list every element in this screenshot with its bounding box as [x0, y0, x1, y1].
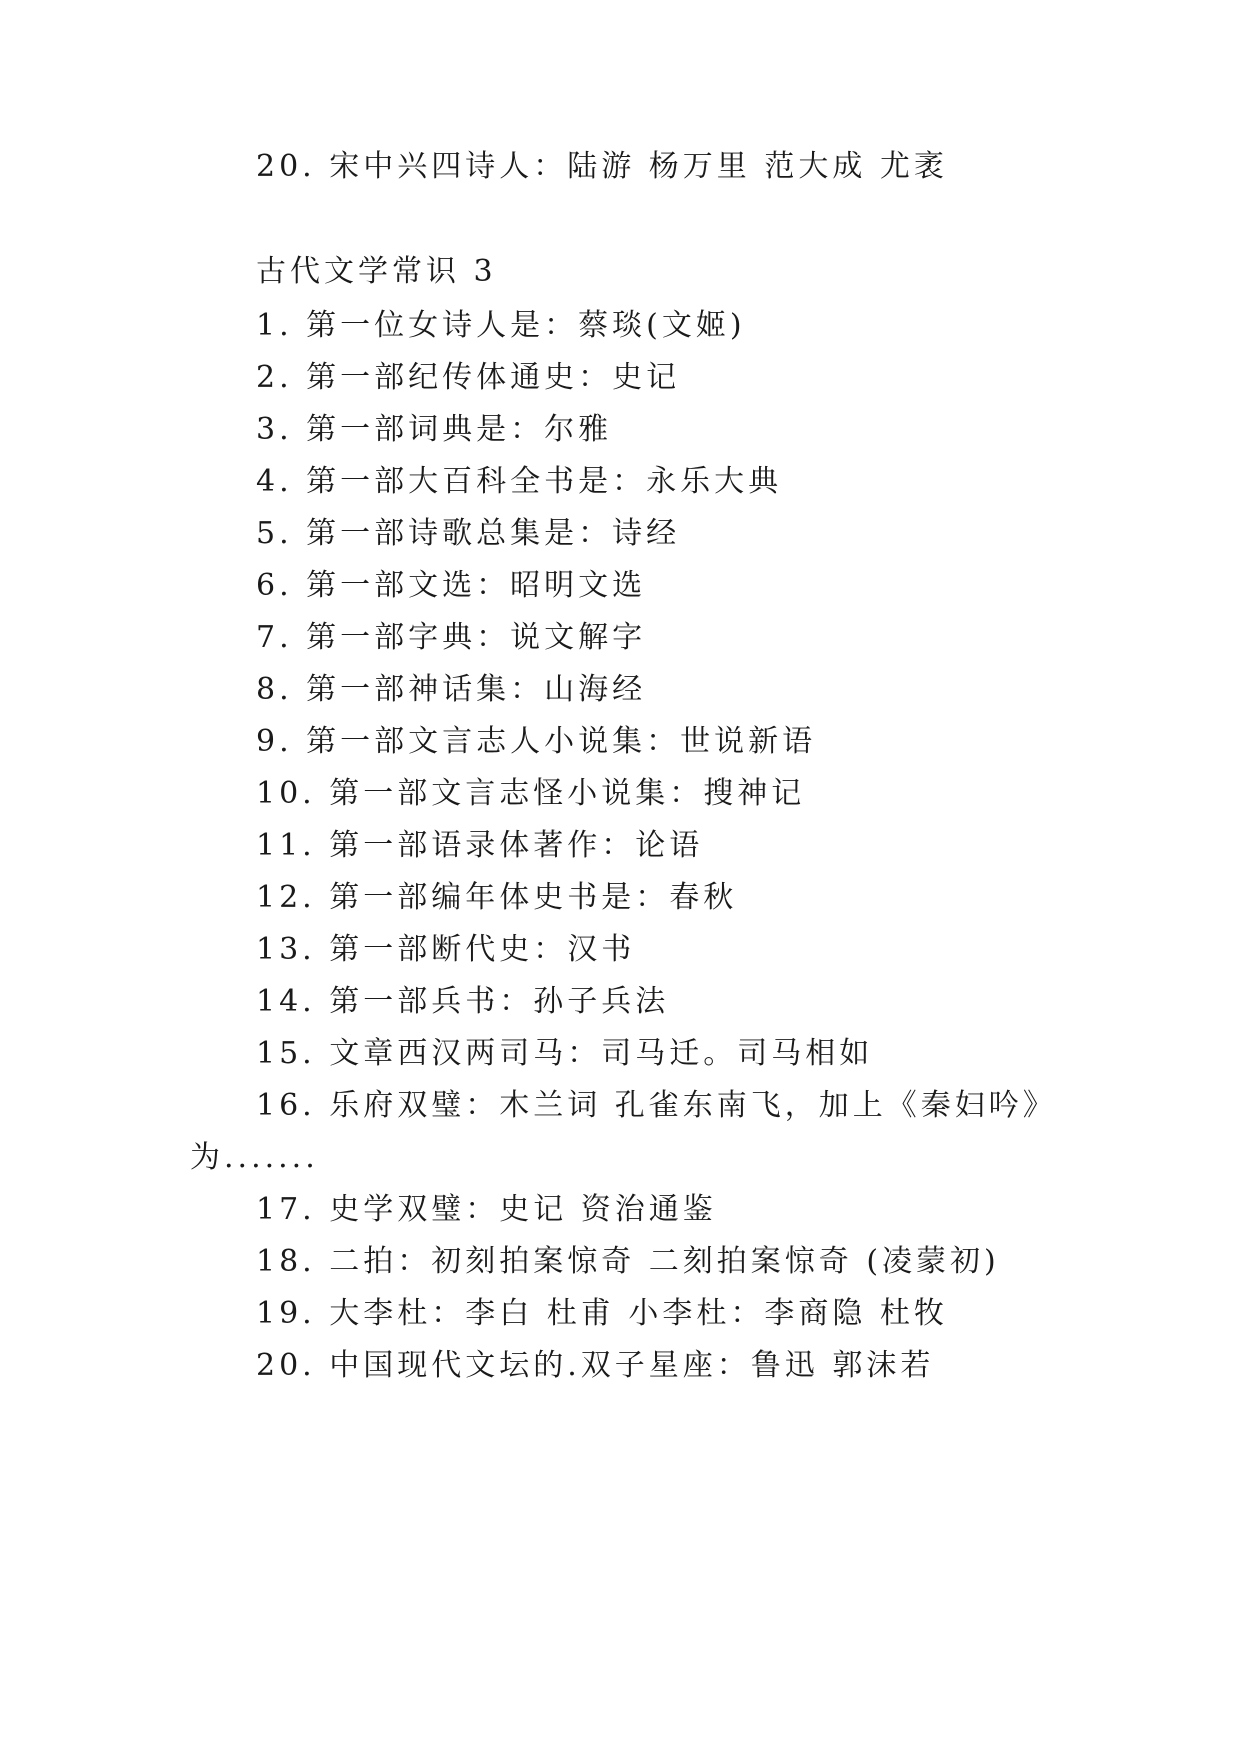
- list-item-continuation: 为.......: [190, 1140, 319, 1175]
- list-item: 15. 文章西汉两司马：司马迁。司马相如: [256, 1036, 874, 1071]
- list-item: 3. 第一部词典是：尔雅: [256, 412, 613, 447]
- list-item: 16. 乐府双璧：木兰词 孔雀东南飞，加上《秦妇吟》: [256, 1088, 1057, 1123]
- list-item: 12. 第一部编年体史书是：春秋: [256, 880, 738, 915]
- list-item-top: 20. 宋中兴四诗人：陆游 杨万里 范大成 尤袤: [256, 149, 948, 184]
- list-item: 4. 第一部大百科全书是：永乐大典: [256, 464, 783, 499]
- list-item: 2. 第一部纪传体通史：史记: [256, 360, 681, 395]
- list-item: 5. 第一部诗歌总集是：诗经: [256, 516, 681, 551]
- list-item: 20. 中国现代文坛的.双子星座：鲁迅 郭沫若: [256, 1348, 935, 1383]
- list-item: 11. 第一部语录体著作：论语: [256, 828, 704, 863]
- list-item: 18. 二拍：初刻拍案惊奇 二刻拍案惊奇 (凌蒙初): [256, 1244, 1000, 1279]
- list-item: 8. 第一部神话集：山海经: [256, 672, 647, 707]
- list-item: 1. 第一位女诗人是：蔡琰(文姬): [256, 308, 746, 343]
- list-item: 19. 大李杜：李白 杜甫 小李杜：李商隐 杜牧: [256, 1296, 948, 1331]
- list-item: 6. 第一部文选：昭明文选: [256, 568, 647, 603]
- list-item: 7. 第一部字典：说文解字: [256, 620, 647, 655]
- list-item: 10. 第一部文言志怪小说集：搜神记: [256, 776, 806, 811]
- section-title: 古代文学常识 3: [256, 254, 497, 289]
- list-item: 17. 史学双璧：史记 资治通鉴: [256, 1192, 717, 1227]
- list-item: 9. 第一部文言志人小说集：世说新语: [256, 724, 817, 759]
- list-item: 13. 第一部断代史：汉书: [256, 932, 636, 967]
- list-item: 14. 第一部兵书：孙子兵法: [256, 984, 670, 1019]
